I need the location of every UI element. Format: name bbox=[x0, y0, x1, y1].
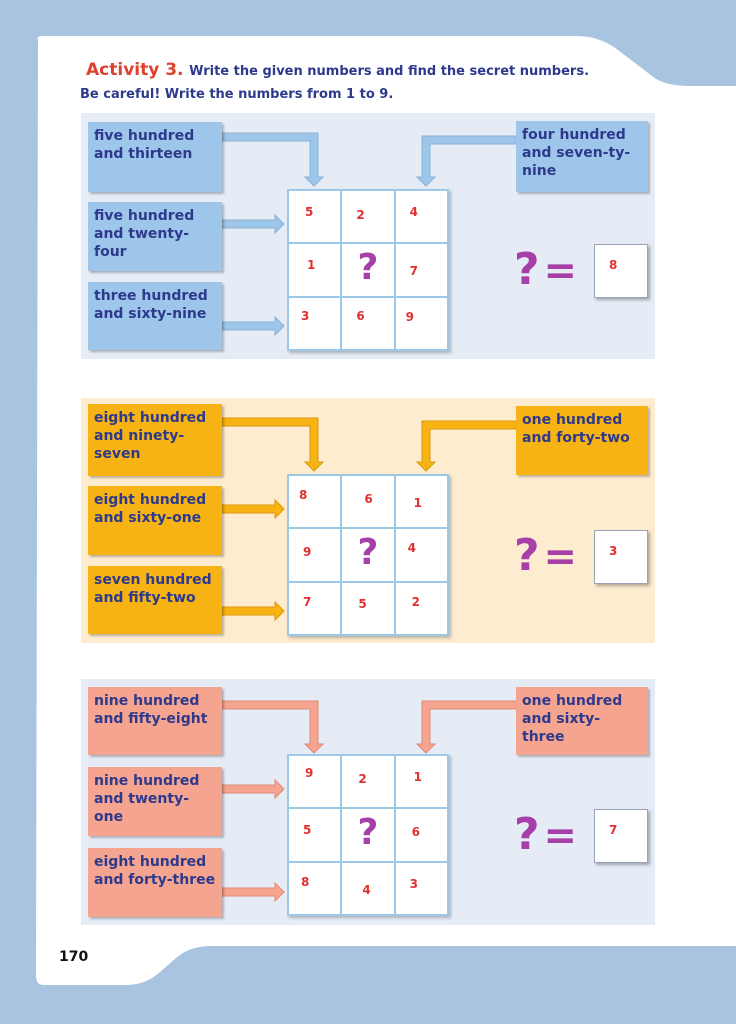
grid-cell bbox=[342, 809, 393, 860]
secret-cell-qmark: ? bbox=[357, 247, 379, 289]
activity-note: Be careful! Write the numbers from 1 to 9. bbox=[80, 87, 394, 102]
word-box-3-3: eight hundred and forty-three bbox=[88, 848, 222, 917]
grid-cell[interactable] bbox=[396, 809, 447, 860]
secret-cell-qmark: ? bbox=[357, 812, 379, 854]
equation-qmark: ? bbox=[514, 530, 540, 581]
cell-number: 2 bbox=[356, 208, 365, 222]
cell-number: 6 bbox=[364, 492, 373, 506]
cell-number: 9 bbox=[405, 309, 415, 324]
answer-number: 3 bbox=[609, 544, 618, 558]
cell-number: 7 bbox=[303, 594, 312, 609]
word-box-2-2: eight hundred and sixty-one bbox=[88, 486, 222, 555]
cell-number: 8 bbox=[301, 874, 310, 889]
cell-number: 1 bbox=[307, 258, 316, 273]
cell-number: 4 bbox=[362, 882, 371, 897]
grid-cell[interactable] bbox=[396, 756, 447, 807]
word-box-2-1: eight hundred and ninety-seven bbox=[88, 404, 222, 476]
word-box-2-3: seven hundred and fifty-two bbox=[88, 566, 222, 634]
word-box-3-2: nine hundred and twenty-one bbox=[88, 767, 222, 836]
cell-number: 8 bbox=[299, 488, 308, 502]
cell-number: 5 bbox=[358, 596, 367, 611]
answer-number: 7 bbox=[609, 823, 618, 837]
cell-number: 5 bbox=[305, 205, 314, 219]
word-box-1-1: five hundred and thirteen bbox=[88, 122, 222, 192]
grid-cell[interactable] bbox=[289, 756, 340, 807]
cell-number: 9 bbox=[303, 545, 312, 560]
cell-number: 1 bbox=[413, 496, 423, 510]
grid-cell[interactable] bbox=[342, 756, 393, 807]
word-box-3-1: nine hundred and fifty-eight bbox=[88, 687, 222, 755]
grid-cell[interactable] bbox=[289, 863, 340, 914]
cell-number: 3 bbox=[409, 876, 419, 891]
activity-label: Activity 3. bbox=[86, 60, 184, 80]
activity-instruction: Write the given numbers and find the secret numbers. bbox=[189, 64, 590, 79]
word-box-1-3: three hundred and sixty-nine bbox=[88, 282, 222, 350]
equals-sign: = bbox=[543, 813, 578, 859]
answer-number: 8 bbox=[609, 258, 618, 272]
cell-number: 4 bbox=[409, 205, 419, 219]
equals-sign: = bbox=[543, 248, 578, 294]
secret-cell-qmark: ? bbox=[357, 532, 379, 574]
page-number: 170 bbox=[59, 949, 89, 965]
grid-cell[interactable] bbox=[342, 863, 393, 914]
word-box-2-4: one hundred and forty-two bbox=[516, 406, 648, 475]
cell-number: 4 bbox=[407, 541, 417, 556]
cell-number: 3 bbox=[301, 308, 310, 323]
word-box-1-2: five hundred and twenty-four bbox=[88, 202, 222, 271]
equals-sign: = bbox=[543, 534, 578, 580]
cell-number: 9 bbox=[305, 766, 314, 780]
cell-number: 2 bbox=[411, 594, 421, 609]
number-grid-3 bbox=[287, 754, 449, 916]
equation-qmark: ? bbox=[514, 809, 540, 860]
equation-qmark: ? bbox=[514, 244, 540, 295]
cell-number: 2 bbox=[358, 772, 367, 786]
cell-number: 5 bbox=[303, 823, 312, 838]
cell-number: 7 bbox=[409, 264, 419, 279]
word-box-3-4: one hundred and sixty-three bbox=[516, 687, 648, 755]
grid-cell[interactable] bbox=[396, 863, 447, 914]
cell-number: 6 bbox=[356, 308, 365, 323]
grid-cell[interactable] bbox=[289, 809, 340, 860]
answer-box-3[interactable] bbox=[594, 809, 648, 863]
secret-equation-3 bbox=[514, 809, 578, 860]
cell-number: 1 bbox=[413, 770, 423, 784]
word-box-1-4: four hundred and seven-ty-nine bbox=[516, 121, 648, 192]
cell-number: 6 bbox=[411, 825, 421, 840]
